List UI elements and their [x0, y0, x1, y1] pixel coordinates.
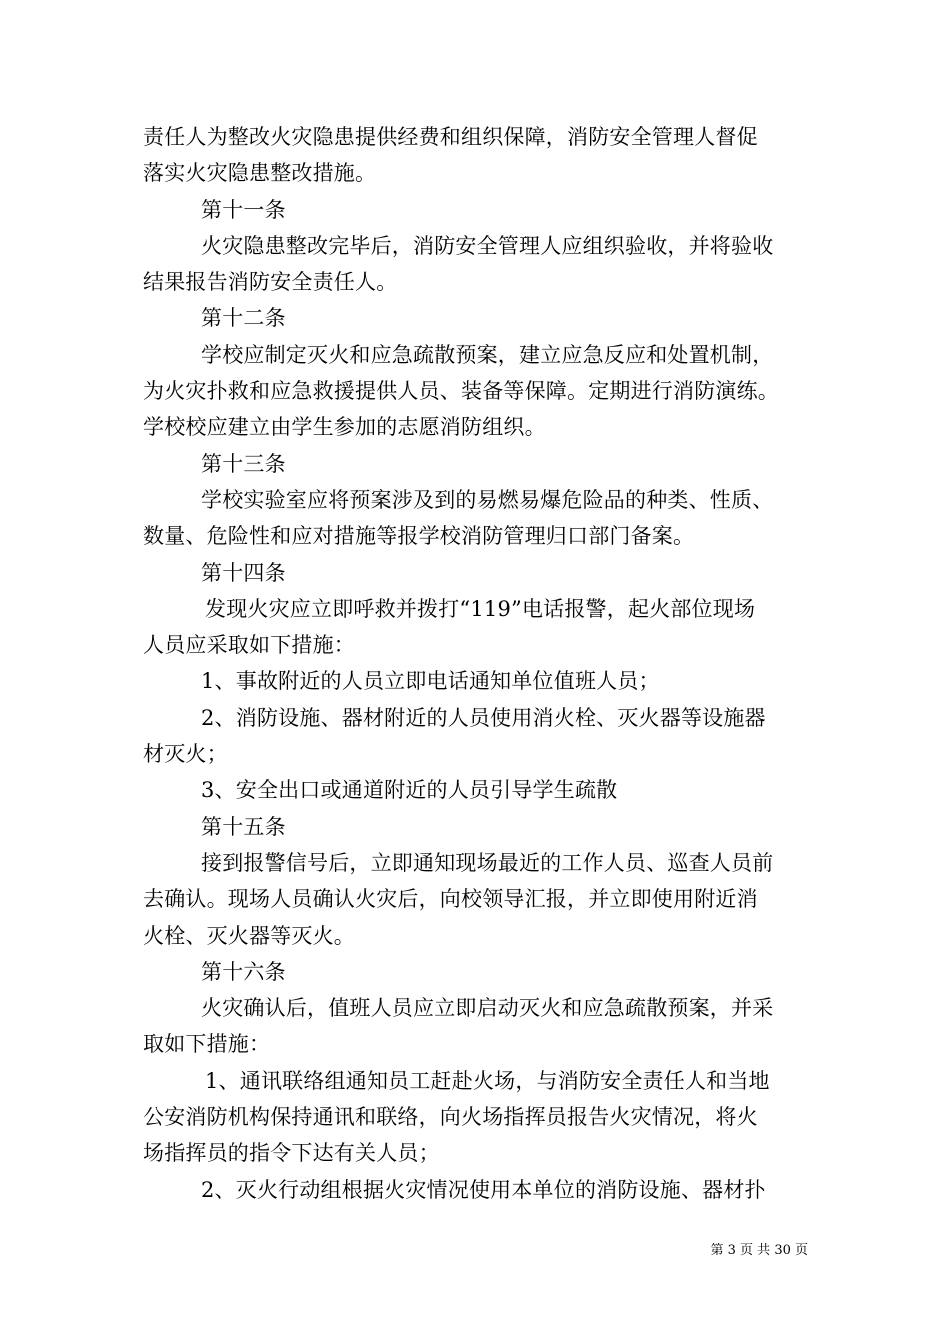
- text-line: 火栓、灭火器等灭火。: [143, 923, 355, 948]
- list-item: 3、安全出口或通道附近的人员引导学生疏散: [201, 778, 618, 803]
- text-line: 发现火灾应立即呼救并拨打“119”电话报警，起火部位现场: [205, 596, 756, 621]
- article-heading: 第十五条: [201, 814, 286, 839]
- text-line: 结果报告消防安全责任人。: [143, 270, 398, 295]
- article-heading: 第十二条: [201, 306, 286, 331]
- document-body: [143, 119, 821, 1208]
- article-heading: 第十六条: [201, 959, 286, 984]
- text-line: 火灾隐患整改完毕后，消防安全管理人应组织验收，并将验收: [201, 233, 774, 258]
- text-line: 学校校应建立由学生参加的志愿消防组织。: [143, 415, 546, 440]
- text-line: 去确认。现场人员确认火灾后，向校领导汇报，并立即使用附近消: [143, 887, 758, 912]
- text-line: 材灭火；: [143, 742, 228, 767]
- article-heading: 第十三条: [201, 451, 286, 476]
- list-item: 2、消防设施、器材附近的人员使用消火栓、灭火器等设施器: [201, 705, 766, 730]
- text-line: 接到报警信号后，立即通知现场最近的工作人员、巡查人员前: [201, 850, 774, 875]
- text-line: 公安消防机构保持通讯和联络，向火场指挥员报告火灾情况，将火: [143, 1105, 758, 1130]
- text-line: 落实火灾隐患整改措施。: [143, 161, 377, 186]
- article-heading: 第十一条: [201, 197, 286, 222]
- text-line: 学校实验室应将预案涉及到的易燃易爆危险品的种类、性质、: [201, 487, 774, 512]
- text-line: 火灾确认后，值班人员应立即启动灭火和应急疏散预案，并采: [201, 996, 774, 1021]
- text-line: 责任人为整改火灾隐患提供经费和组织保障，消防安全管理人督促: [143, 125, 758, 149]
- text-line: 为火灾扑救和应急救援提供人员、装备等保障。定期进行消防演练。: [143, 379, 779, 404]
- list-item: 1、事故附近的人员立即电话通知单位值班人员；: [201, 669, 660, 694]
- page-number-footer: 第 3 页 共 30 页: [710, 1243, 808, 1258]
- text-line: 数量、危险性和应对措施等报学校消防管理归口部门备案。: [143, 524, 695, 549]
- text-line: 人员应采取如下措施：: [143, 633, 355, 658]
- article-heading: 第十四条: [201, 560, 286, 585]
- list-item: 2、灭火行动组根据火灾情况使用本单位的消防设施、器材扑: [201, 1177, 766, 1202]
- text-line: 学校应制定灭火和应急疏散预案，建立应急反应和处置机制，: [201, 342, 774, 367]
- list-item: 1、通讯联络组通知员工赶赴火场，与消防安全责任人和当地: [205, 1068, 770, 1093]
- text-line: 取如下措施：: [143, 1032, 271, 1057]
- text-line: 场指挥员的指令下达有关人员；: [143, 1141, 440, 1166]
